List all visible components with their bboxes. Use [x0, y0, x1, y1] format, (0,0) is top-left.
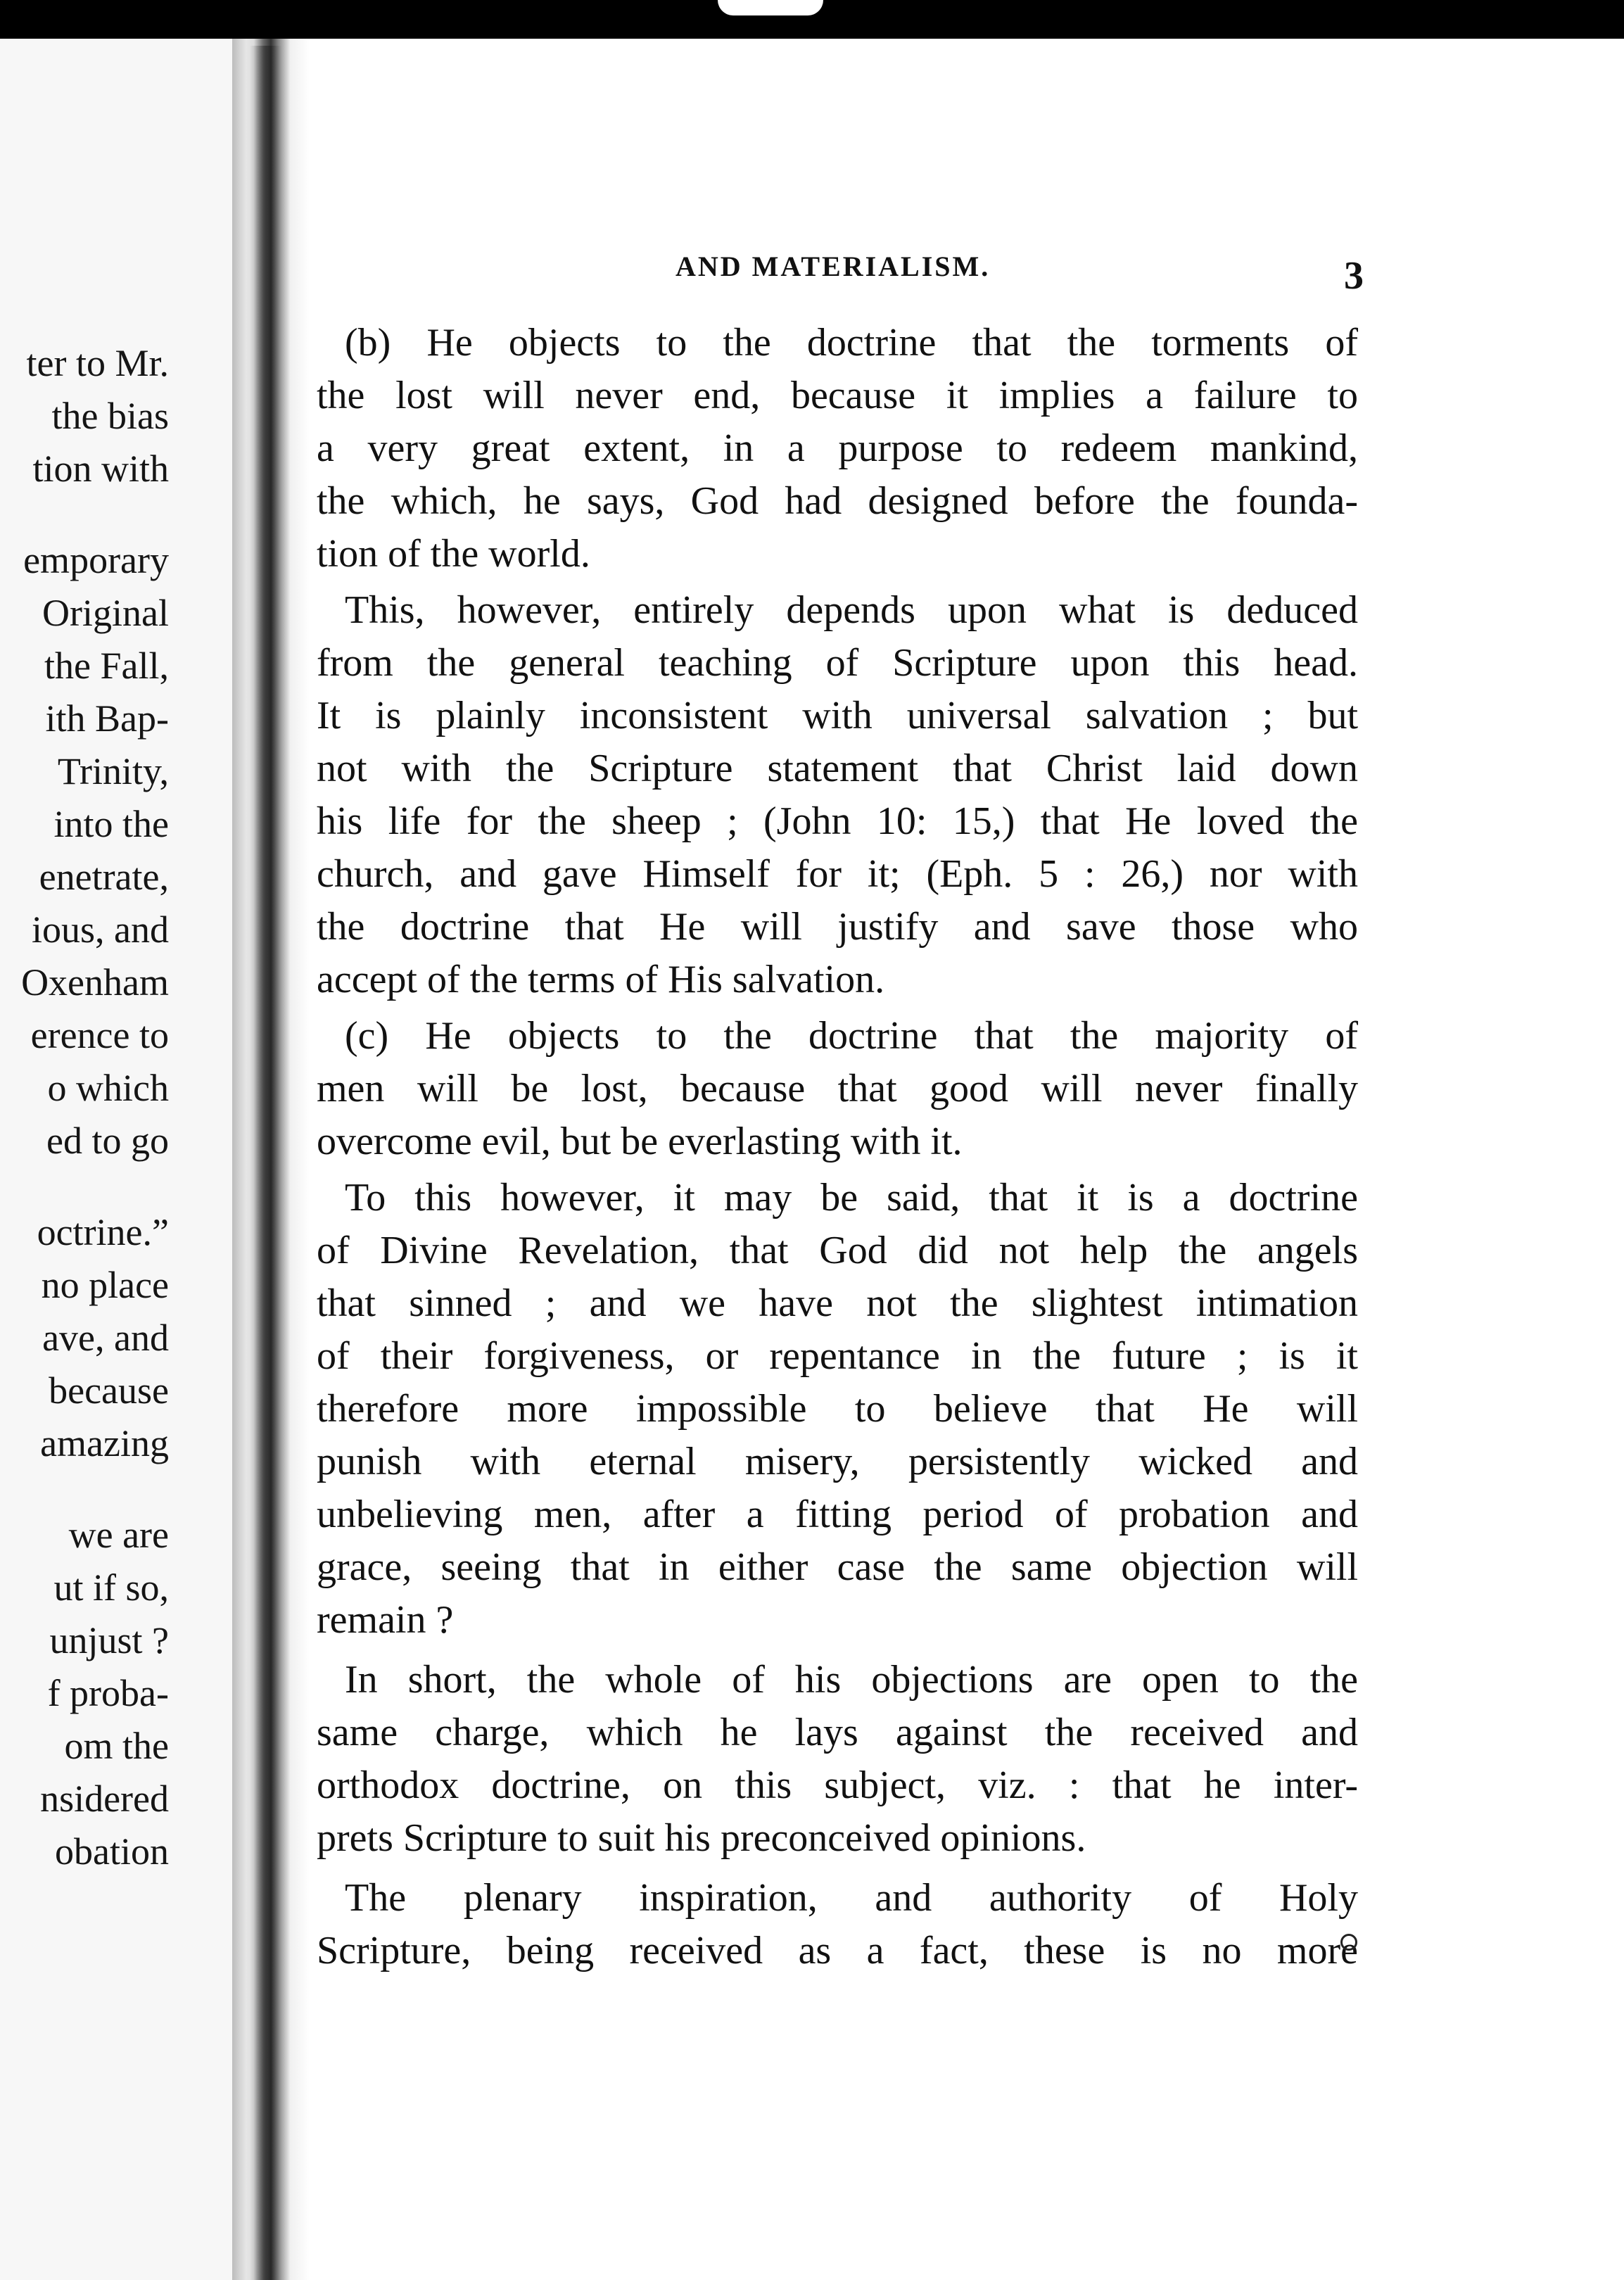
text-line: church, and gave Himself for it; (Eph. 5 : 26,) nor with	[317, 852, 1358, 896]
facing-line: Oxenham	[21, 961, 169, 1003]
facing-line: ed to go	[46, 1120, 169, 1162]
facing-line: obation	[55, 1830, 169, 1873]
text-line: a very great extent, in a purpose to redeem mankind,	[317, 426, 1358, 470]
facing-line: Original	[42, 592, 169, 634]
running-head: AND MATERIALISM.	[675, 251, 991, 282]
facing-line: unjust ?	[49, 1619, 169, 1661]
text-line: his life for the sheep ; (John 10: 15,) that He loved the	[317, 799, 1358, 843]
text-line: prets Scripture to suit his preconceived opinions.	[317, 1816, 1086, 1860]
text-line: of their forgiveness, or repentance in the future ; is it	[317, 1334, 1358, 1378]
text-line: accept of the terms of His salvation.	[317, 958, 885, 1001]
text-line: tion of the world.	[317, 532, 590, 576]
facing-line: emporary	[23, 539, 169, 581]
facing-line: because	[49, 1369, 169, 1412]
facing-line: amazing	[40, 1422, 169, 1464]
facing-line: tion with	[32, 448, 169, 490]
text-line: punish with eternal misery, persistently wicked and	[317, 1440, 1358, 1483]
facing-line: o which	[47, 1067, 169, 1109]
text-line: therefore more impossible to believe that He will	[317, 1387, 1358, 1431]
text-line: To this however, it may be said, that it is a doctrine	[345, 1176, 1358, 1220]
facing-line: Trinity,	[57, 750, 169, 792]
facing-line: ut if so,	[53, 1566, 169, 1609]
facing-line: ter to Mr.	[26, 342, 169, 384]
facing-line: f proba-	[47, 1672, 169, 1714]
text-line: same charge, which he lays against the received and	[317, 1711, 1358, 1754]
text-line: not with the Scripture statement that Christ laid down	[317, 747, 1358, 790]
text-line: that sinned ; and we have not the slightest intimation	[317, 1281, 1358, 1325]
facing-line: erence to	[30, 1014, 169, 1056]
page-number: 3	[1344, 254, 1364, 298]
text-line: orthodox doctrine, on this subject, viz. : that he inter-	[317, 1763, 1358, 1807]
text-line: remain ?	[317, 1598, 454, 1642]
facing-line: octrine.”	[37, 1211, 169, 1253]
facing-page-fragment	[0, 39, 232, 2280]
text-line: from the general teaching of Scripture upon this head.	[317, 641, 1358, 685]
text-line: It is plainly inconsistent with universal salvation ; but	[317, 694, 1358, 737]
text-line: Scripture, being received as a fact, these is no more	[317, 1929, 1358, 1972]
text-line: The plenary inspiration, and authority of Holy	[345, 1876, 1358, 1920]
facing-line: the Fall,	[44, 645, 169, 687]
facing-line: ave, and	[42, 1317, 169, 1359]
text-line: the lost will never end, because it implies a failure to	[317, 374, 1358, 417]
facing-line: nsidered	[40, 1778, 169, 1820]
text-line: grace, seeing that in either case the same objection will	[317, 1545, 1358, 1589]
text-line: This, however, entirely depends upon what is deduced	[345, 588, 1358, 632]
text-line: (c) He objects to the doctrine that the majority of	[345, 1014, 1358, 1058]
scanner-notch	[718, 0, 823, 15]
facing-line: ith Bap-	[45, 697, 169, 740]
facing-line: om the	[64, 1725, 169, 1767]
text-line: the doctrine that He will justify and save those who	[317, 905, 1358, 949]
facing-line: we are	[68, 1514, 169, 1556]
text-line: unbelieving men, after a fitting period of probation and	[317, 1493, 1358, 1536]
facing-line: no place	[41, 1264, 169, 1306]
facing-line: the bias	[51, 395, 169, 437]
text-line: of Divine Revelation, that God did not help the angels	[317, 1229, 1358, 1272]
facing-line: ious, and	[32, 908, 169, 951]
text-line: men will be lost, because that good will never finally	[317, 1067, 1358, 1110]
text-line: overcome evil, but be everlasting with it.	[317, 1120, 963, 1163]
facing-line: enetrate,	[39, 856, 169, 898]
gutter-shadow	[250, 46, 281, 2280]
text-line: the which, he says, God had designed before the founda-	[317, 479, 1358, 523]
text-line: In short, the whole of his objections are open to the	[345, 1658, 1358, 1702]
ink-mark	[1340, 1934, 1357, 1951]
facing-line: into the	[53, 803, 169, 845]
text-line: (b) He objects to the doctrine that the torments of	[345, 321, 1358, 365]
